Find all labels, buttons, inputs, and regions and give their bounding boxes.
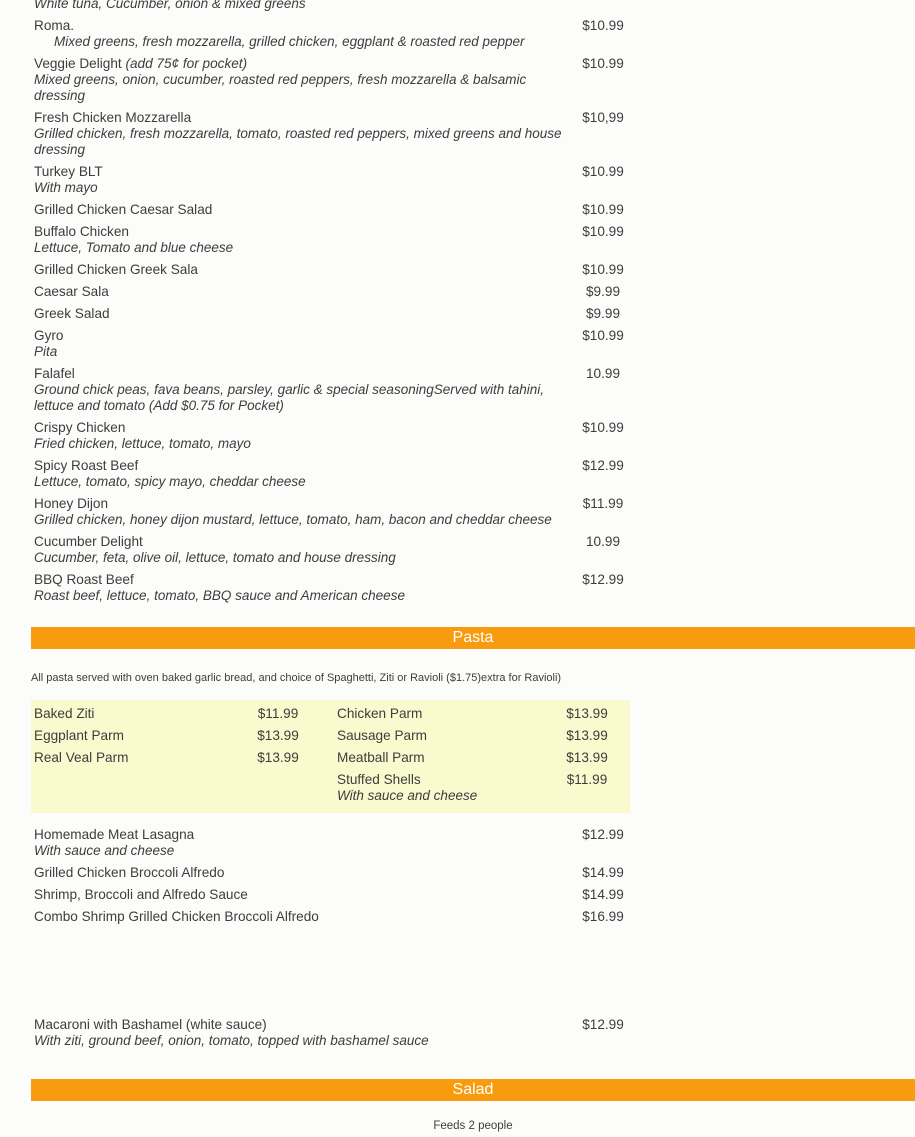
menu-item-row [31,56,635,104]
item-name: Fresh Chicken Mozzarella [34,110,192,125]
item-price: $13.99 [566,706,608,721]
sandwich-list [31,0,635,604]
item-price: $9.99 [585,306,621,321]
item-main [34,706,243,722]
item-main [31,496,571,528]
item-price: $11.99 [566,772,608,787]
item-price: 10.99 [585,534,621,549]
item-description: Grilled chicken, fresh mozzarella, tomato, roasted red peppers, mixed greens and house dressing [34,126,562,157]
item-main [31,110,571,158]
item-name-line [34,110,571,126]
menu-item-row [31,164,635,196]
item-description: Mixed greens, onion, cucumber, roasted red peppers, fresh mozzarella & balsamic dressing [34,72,527,103]
menu-item-row [31,420,635,452]
pasta-grid-right-column [337,706,627,810]
item-price: $12.99 [582,458,624,473]
item-description: With mayo [34,180,98,195]
item-description: With sauce and cheese [337,788,478,803]
menu-item-row [31,458,635,490]
item-description: Ground chick peas, fava beans, parsley, garlic & special seasoningServed with tahini, lettuce and tomato (Add $0.75 for Pocket) [34,382,545,413]
item-price: $10.99 [582,420,624,435]
item-name-line [34,284,571,300]
item-price: $13.99 [257,750,299,765]
item-name: Crispy Chicken [34,420,126,435]
item-main [31,1017,571,1049]
item-main [31,262,571,278]
menu-item-row [31,572,635,604]
item-main [31,827,571,859]
pasta-grid-left-column [34,706,313,810]
item-main [31,909,571,925]
item-description: Lettuce, tomato, spicy mayo, cheddar cheese [34,474,306,489]
item-name-line [34,496,571,512]
item-name: Grilled Chicken Caesar Salad [34,202,213,217]
item-main [31,420,571,452]
item-name-note: (add 75¢ for pocket) [125,56,248,71]
menu-item-row [31,366,635,414]
item-price: $10.99 [582,56,624,71]
item-name: Greek Salad [34,306,110,321]
item-name-line [34,458,571,474]
item-name: Baked Ziti [34,706,95,721]
menu-item-row [31,110,635,158]
item-name-line [34,865,571,881]
item-main [31,865,571,881]
item-main [31,306,571,322]
menu-item-row [31,18,635,50]
item-main [34,750,243,766]
item-name: Spicy Roast Beef [34,458,139,473]
item-name-line [34,164,571,180]
item-price: $13.99 [566,728,608,743]
item-main [34,728,243,744]
item-price: $12.99 [582,1017,624,1032]
item-description: Cucumber, feta, olive oil, lettuce, tomato and house dressing [34,550,396,565]
item-price: $10,99 [582,110,624,125]
pasta-grid-row [337,728,627,744]
item-price: $13.99 [566,750,608,765]
menu-item-row [31,1017,635,1049]
item-main [31,224,571,256]
item-main [337,728,547,744]
item-name: Stuffed Shells [337,772,421,787]
item-name: Homemade Meat Lasagna [34,827,195,842]
item-main [31,534,571,566]
item-name: Gyro [34,328,64,343]
item-main [31,56,571,104]
menu-item-row [31,887,635,903]
pasta-list [31,827,635,1049]
pasta-grid-row [337,706,627,722]
item-price: $12.99 [582,572,624,587]
item-main [337,706,547,722]
item-name: Shrimp, Broccoli and Alfredo Sauce [34,887,248,902]
item-name: Roma. [34,18,75,33]
item-description: With sauce and cheese [34,843,175,858]
menu-item-row [31,202,635,218]
item-name-line [34,224,571,240]
item-name: Chicken Parm [337,706,423,721]
item-name-line [34,18,571,34]
item-price: $14.99 [582,887,624,902]
salad-section-header: Salad [31,1079,915,1101]
item-name: Grilled Chicken Greek Sala [34,262,198,277]
item-name: Honey Dijon [34,496,109,511]
menu-item-row [31,224,635,256]
item-price: $10.99 [582,262,624,277]
item-price: $11.99 [257,706,299,721]
salad-note: Feeds 2 people [433,1120,513,1132]
item-main [337,750,547,766]
menu-item-row [31,909,635,925]
item-main [31,164,571,196]
spacer [31,931,635,1017]
item-price: $13.99 [257,728,299,743]
item-description: Mixed greens, fresh mozzarella, grilled chicken, eggplant & roasted red pepper [54,34,525,49]
item-name: Real Veal Parm [34,750,129,765]
item-name: Meatball Parm [337,750,425,765]
item-main [31,18,571,50]
item-name: Macaroni with Bashamel (white sauce) [34,1017,267,1032]
item-description: Grilled chicken, honey dijon mustard, lettuce, tomato, ham, bacon and cheddar cheese [34,512,552,527]
item-name: Veggie Delight [34,56,126,71]
item-main [337,772,547,804]
item-price: $12.99 [582,827,624,842]
item-price: $9.99 [585,284,621,299]
menu-item-row [31,328,635,360]
item-main [31,284,571,300]
item-name-line [34,1017,571,1033]
item-name: Combo Shrimp Grilled Chicken Broccoli Alfredo [34,909,319,924]
item-price: $10.99 [582,328,624,343]
item-main [31,202,571,218]
item-name-line [34,56,571,72]
menu-item-row [31,284,635,300]
item-name-line [34,534,571,550]
item-name-line [34,827,571,843]
item-main [31,458,571,490]
pasta-grid-row [337,750,627,766]
item-price: $10.99 [582,224,624,239]
item-name: Turkey BLT [34,164,103,179]
item-name: Cucumber Delight [34,534,143,549]
pasta-grid [31,700,630,813]
item-name: Sausage Parm [337,728,427,743]
item-name-line [34,420,571,436]
menu-item-row [31,534,635,566]
item-price: 10.99 [585,366,621,381]
pasta-note: All pasta served with oven baked garlic bread, and choice of Spaghetti, Ziti or Ravioli ($1.75)extra for Ravioli) [31,672,562,684]
menu-item-row [31,865,635,881]
item-name: BBQ Roast Beef [34,572,134,587]
item-price: $10.99 [582,164,624,179]
menu-item-row [31,306,635,322]
item-main [31,328,571,360]
item-name-line [34,306,571,322]
item-name-line [34,202,571,218]
pasta-grid-row [34,728,313,744]
menu-item-row [31,827,635,859]
item-name-line [34,572,571,588]
pasta-grid-row [34,706,313,722]
item-name-line [34,909,571,925]
item-description: Fried chicken, lettuce, tomato, mayo [34,436,251,451]
item-description: Pita [34,344,58,359]
item-name: Caesar Sala [34,284,109,299]
item-main [31,572,571,604]
item-name: Buffalo Chicken [34,224,129,239]
item-name-line [34,328,571,344]
item-name: Eggplant Parm [34,728,124,743]
item-main [31,366,571,414]
item-description: Lettuce, Tomato and blue cheese [34,240,234,255]
item-name-line [34,262,571,278]
item-price: $14.99 [582,865,624,880]
pasta-grid-row [337,772,627,804]
menu-item-row [31,262,635,278]
partial-item-description: White tuna, Cucumber, onion & mixed greens [34,0,306,11]
item-price: $10.99 [582,18,624,33]
item-description: Roast beef, lettuce, tomato, BBQ sauce and American cheese [34,588,405,603]
item-main [31,887,571,903]
pasta-grid-row [34,750,313,766]
menu-item-row [31,496,635,528]
item-price: $16.99 [582,909,624,924]
item-description: With ziti, ground beef, onion, tomato, topped with bashamel sauce [34,1033,429,1048]
item-name-line [34,366,571,382]
item-price: $11.99 [582,496,624,511]
item-name: Grilled Chicken Broccoli Alfredo [34,865,225,880]
item-price: $10.99 [582,202,624,217]
pasta-section-header: Pasta [31,627,915,649]
item-name-line [34,887,571,903]
item-name: Falafel [34,366,75,381]
